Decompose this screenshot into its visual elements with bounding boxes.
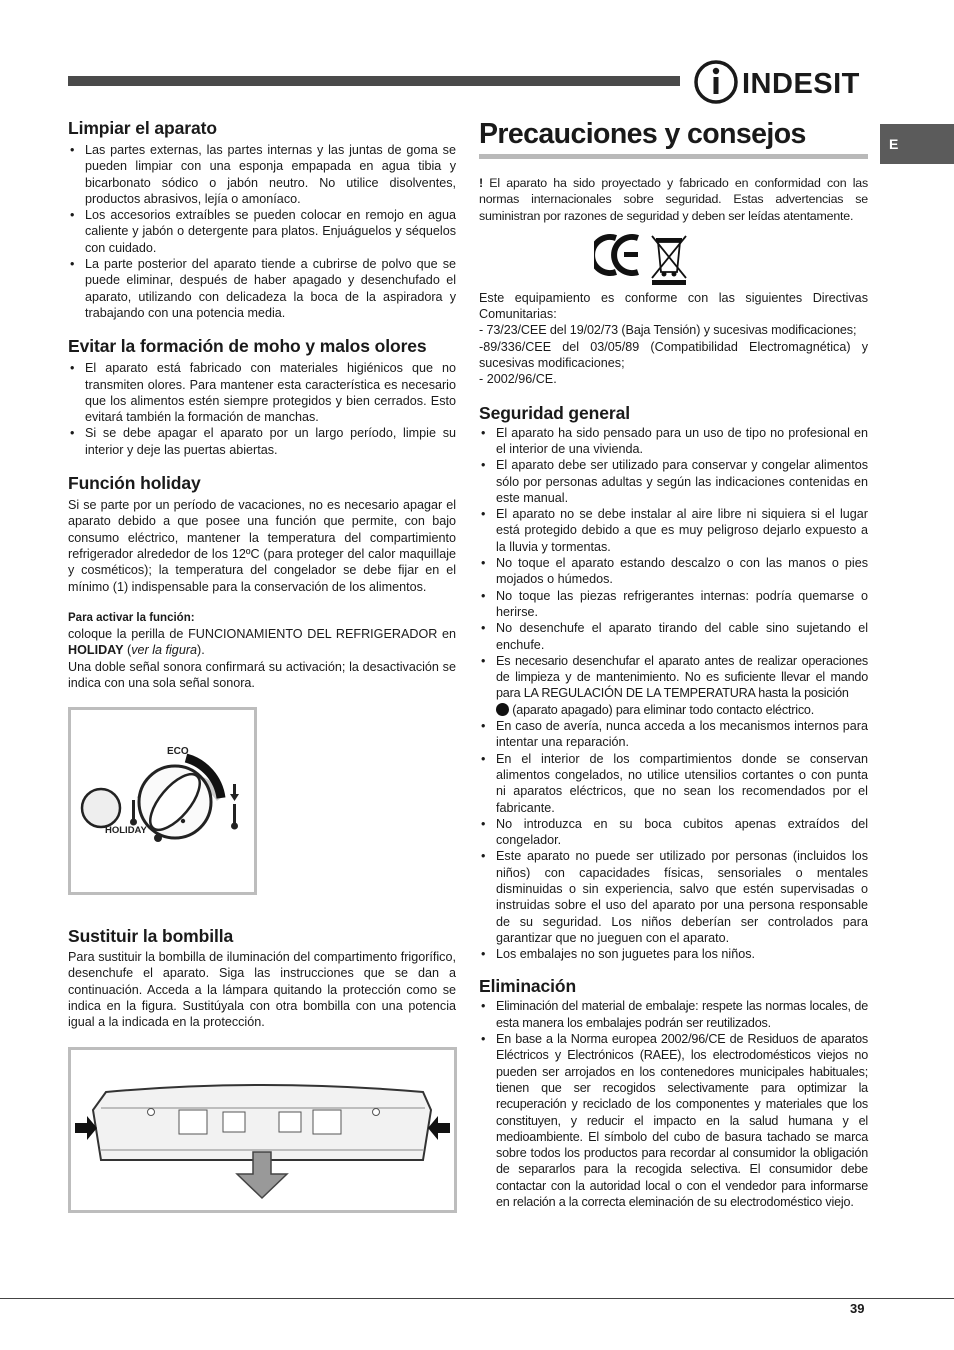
footer-rule [0,1298,954,1299]
knob-eco-label: ECO [167,746,189,757]
moho-list [68,360,456,458]
warning-mark: ! [479,176,483,190]
list-item: • Este aparato no puede ser utilizado por personas (incluidos los niños) con capacidades físicas, sensoriales o mentales disminuidas o sin experiencia, salvo que estén supervisadas o instruidas sobre el uso del aparato por una persona responsable de su seguridad. Los niños deberían ser controlados para garantizar que no jueguen con el aparato. [479,848,868,946]
marks-row [479,224,868,290]
heading-holiday: Función holiday [68,473,201,494]
holiday-body: Si se parte por un período de vacaciones, no es necesario apagar el aparato debido a que posee una función que permite, con bajo consumo eléctrico, mantener la temperatura del compartimiento refrigerador alrededor de los 12ºC (para proteger del calor maquillaje y cosméticos); la temperatura del congelador se debe fijar en el mínimo (1) indispensable para la conservación de los alimentos. [68,498,456,594]
off-position-icon [496,703,509,716]
limpiar-list [68,142,456,321]
signal-text: Una doble señal sonora confirmará su activación; la desactivación se indica con una sola señal sonora. [68,659,456,691]
activate-title: Para activar la función: [68,611,195,624]
bombilla-body: Para sustituir la bombilla de iluminación del compartimento frigorífico, desenchufe el aparato. Siga las instrucciones que se dan a continuación. Acceda a la lámpara quitando la protección como se indica en la figura. Sustitúyala con otra bombilla con una potencia igual a la indicada en la protección. [68,950,456,1030]
title-rule [479,154,868,159]
list-item: • El aparato ha sido pensado para un uso de tipo no profesional en el interior de una vivienda. [479,425,868,458]
heading-seguridad: Seguridad general [479,402,630,423]
list-item: • El aparato no se debe instalar al aire libre ni siquiera si el lugar está protegido debido a que es muy peligroso dejarlo expuesto a la lluvia y tormentas. [479,506,868,555]
directive-line: - 2002/96/CE. [479,372,557,387]
heading-limpiar: Limpiar el aparato [68,118,217,138]
bulb-cover-diagram [71,1050,454,1210]
list-item: • Los accesorios extraíbles se pueden colocar en remojo en agua caliente y jabón o detergente para platos. Enjuáguelos y séquelos con cuidado. [68,207,456,256]
list-item: • En caso de avería, nunca acceda a los mecanismos internos para intentar una reparación. [479,718,868,751]
page-title: Precauciones y consejos [479,118,806,150]
list-item: • No toque el aparato estando descalzo o con las manos o pies mojados o húmedos. [479,555,868,588]
list-item: • El aparato está fabricado con materiales higiénicos que no transmiten olores. Para mantener esta característica es necesario que los alimentos estén siempre protegidos y bien cerrados. Esto evitará también la formación de manchas. [68,360,456,425]
list-item: • No desenchufe el aparato tirando del cable sino sujetando el enchufe. [479,620,868,653]
page-number: 39 [850,1301,865,1316]
list-item: • No toque las piezas refrigerantes internas: podría quemarse o herirse. [479,588,868,621]
activate-text: coloque la perilla de FUNCIONAMIENTO DEL REFRIGERADOR en HOLIDAY (ver la figura). [68,627,456,658]
intro-paragraph: ! El aparato ha sido proyectado y fabricado en conformidad con las normas internacionales sobre seguridad. Estas advertencias se suministran por razones de seguridad y deben ser leídas atentamente. [479,176,868,223]
list-item: • Los embalajes no son juguetes para los niños. [479,946,868,962]
list-item: • Es necesario desenchufar el aparato antes de realizar operaciones de limpieza y de mantenimiento. No es suficiente llevar el mando para LA REGULACIÓN DE LA TEMPERATURA hasta la posición (aparato apagado) para eliminar todo contacto eléctrico. [479,653,868,718]
holiday-knob-figure [68,707,257,895]
directive-line: - 73/23/CEE del 19/02/73 (Baja Tensión) y sucesivas modificaciones; [479,323,857,338]
brand-name: INDESIT [742,68,860,100]
directive-line: -89/336/CEE del 03/05/89 (Compatibilidad Electromagnética) y sucesivas modificaciones; [479,339,868,371]
heading-bombilla: Sustituir la bombilla [68,926,234,946]
left-column [68,118,456,691]
list-item: • Eliminación del material de embalaje: respete las normas locales, de esta manera los embalajes podrán ser reutilizados. [479,998,868,1031]
directives-intro: Este equipamiento es conforme con las siguientes Directivas Comunitarias: [479,290,868,322]
list-item: • Si se debe apagar el aparato por un largo período, limpie su interior y deje las puertas abiertas. [68,425,456,458]
bombilla-section [68,926,456,1030]
knob-holiday-label: HOLIDAY [105,825,147,836]
list-item: • En el interior de los compartimientos donde se conservan alimentos congelados, no utilice utensilios cortantes o con punta ni aparatos eléctricos, que no sean los recomendados por el fabricante. [479,751,868,816]
right-column [479,118,868,1210]
heading-eliminacion: Eliminación [479,976,577,997]
eliminacion-list [479,998,868,1210]
ce-weee-marks [594,232,692,286]
list-item: • En base a la Norma europea 2002/96/CE de Residuos de aparatos Eléctricos y Electrónicos (RAEE), los electrodomésticos viejos no pueden ser arrojados en los contenedores municipales habituales; tienen que ser recogidos selectivamente para optimizar la recuperación y reciclado de los componentes y materiales que los constituyen, y reducir el impacto en la salud humana y el medioambiente. El símbolo del cubo de basura tachado se marca sobre todos los productos para recordar al consumidor la obligación de separarlos para la recogida selectiva. El consumidor debe contactar con la autoridad local o con el vendedor para informarse en relación a la correcta eleminación de su electrodoméstico viejo. [479,1031,868,1210]
indesit-logo [694,60,870,104]
list-item: • No introduzca en su boca cubitos apenas extraídos del congelador. [479,816,868,849]
knob-diagram [71,710,254,892]
list-item: • Las partes externas, las partes internas y las juntas de goma se pueden limpiar con una esponja empapada en agua tibia y bicarbonato sódico o jabón neutro. No utilice disolventes, productos abrasivos, lejía o amoníaco. [68,142,456,207]
list-item: • La parte posterior del aparato tiende a cubrirse de polvo que se puede eliminar, después de haber apagado y desenchufado el aparato, utilizando con delicadeza la boca de la aspiradora y trabajando con una potencia media. [68,256,456,321]
language-tab[interactable] [880,124,954,164]
list-item: • El aparato debe ser utilizado para conservar y congelar alimentos sólo por personas adultas y según las indicaciones contenidas en este manual. [479,457,868,506]
header-rule [68,76,680,86]
bulb-cover-figure [68,1047,457,1213]
seguridad-list [479,425,868,963]
heading-moho: Evitar la formación de moho y malos olores [68,336,427,357]
language-tab-label: E [889,136,899,152]
